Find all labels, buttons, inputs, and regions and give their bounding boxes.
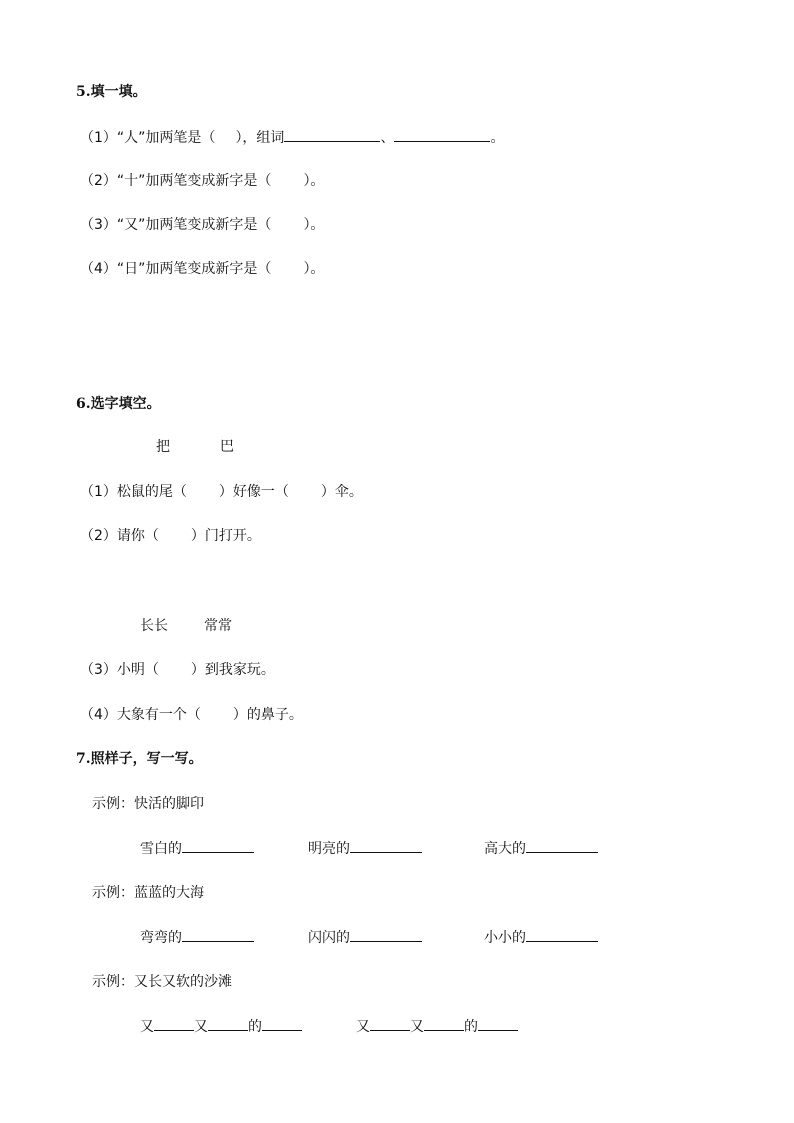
pattern-char: 又 (194, 1019, 208, 1035)
exercise-row-1 (308, 838, 422, 859)
answer-line[interactable] (370, 1016, 410, 1031)
item-text: “人”加两笔是（ (116, 130, 216, 146)
item-text: “十”加两笔变成新字是（ (116, 173, 272, 189)
exercise-row-2 (140, 927, 254, 948)
example-2: 示例：蓝蓝的大海 (92, 885, 204, 901)
answer-line[interactable] (262, 1016, 302, 1031)
exercise-row-2 (308, 927, 422, 948)
answer-line[interactable] (424, 1016, 464, 1031)
pattern-row (356, 1016, 518, 1037)
item-text: “日”加两笔变成新字是（ (116, 261, 272, 277)
prompt-text: 小小的 (484, 930, 526, 946)
example-1: 示例：快活的脚印 (92, 796, 204, 812)
answer-line[interactable] (350, 927, 422, 942)
item-text: ），组词 (235, 130, 285, 146)
answer-line[interactable] (154, 1016, 194, 1031)
option-word: 把 (156, 439, 170, 455)
option-word: 常常 (204, 618, 232, 634)
item-text: ）门打开。 (190, 528, 261, 544)
pattern-row (140, 1016, 302, 1037)
section-5-item-3 (80, 215, 324, 235)
section-5-item-1 (80, 127, 504, 148)
item-text: ）。 (303, 217, 325, 233)
answer-line[interactable] (350, 838, 422, 853)
section-6-item-4 (80, 705, 303, 725)
prompt-text: 闪闪的 (308, 930, 350, 946)
item-text: 大象有一个（ (116, 707, 201, 723)
item-text: “又”加两笔变成新字是（ (116, 217, 272, 233)
exercise-row-1 (484, 838, 598, 859)
prompt-text: 高大的 (484, 841, 526, 857)
answer-line[interactable] (182, 838, 254, 853)
item-label: （1） (80, 130, 117, 146)
section-6-item-2 (80, 526, 261, 546)
answer-line[interactable] (526, 927, 598, 942)
pattern-char: 的 (464, 1019, 478, 1035)
pattern-char: 又 (356, 1019, 370, 1035)
pattern-char: 又 (410, 1019, 424, 1035)
pattern-char: 又 (140, 1019, 154, 1035)
word-blank-2[interactable] (394, 127, 490, 142)
item-label: （2） (80, 173, 117, 189)
item-text: ）。 (303, 261, 325, 277)
item-text: 松鼠的尾（ (116, 484, 187, 500)
exercise-row-1 (140, 838, 254, 859)
word-blank-1[interactable] (284, 127, 380, 142)
section-5-item-2 (80, 171, 324, 191)
prompt-text: 弯弯的 (140, 930, 182, 946)
item-label: （2） (80, 528, 117, 544)
section-5-item-4 (80, 259, 324, 279)
example-3: 示例：又长又软的沙滩 (92, 974, 232, 990)
answer-line[interactable] (208, 1016, 248, 1031)
prompt-text: 明亮的 (308, 841, 350, 857)
option-word: 巴 (220, 439, 234, 455)
item-text: ）到我家玩。 (190, 662, 275, 678)
item-text: ）伞。 (320, 484, 363, 500)
section-6-item-1 (80, 482, 363, 502)
item-text: 小明（ (116, 662, 159, 678)
item-label: （4） (80, 261, 117, 277)
item-text: ）好像一（ (218, 484, 289, 500)
prompt-text: 雪白的 (140, 841, 182, 857)
item-text: ）。 (303, 173, 325, 189)
option-word: 长长 (140, 618, 168, 634)
item-label: （3） (80, 662, 117, 678)
item-label: （3） (80, 217, 117, 233)
item-text: ）的鼻子。 (232, 707, 303, 723)
section-6-title: 6.选字填空。 (76, 396, 161, 412)
section-5-title: 5.填一填。 (76, 84, 147, 100)
item-text: 。 (490, 130, 505, 146)
pattern-char: 的 (248, 1019, 262, 1035)
answer-line[interactable] (478, 1016, 518, 1031)
section-6-item-3 (80, 660, 275, 680)
answer-line[interactable] (182, 927, 254, 942)
answer-line[interactable] (526, 838, 598, 853)
item-text: 、 (380, 130, 395, 146)
item-label: （1） (80, 484, 117, 500)
section-7-title: 7.照样子，写一写。 (76, 751, 203, 767)
item-label: （4） (80, 707, 117, 723)
exercise-row-2 (484, 927, 598, 948)
item-text: 请你（ (116, 528, 159, 544)
